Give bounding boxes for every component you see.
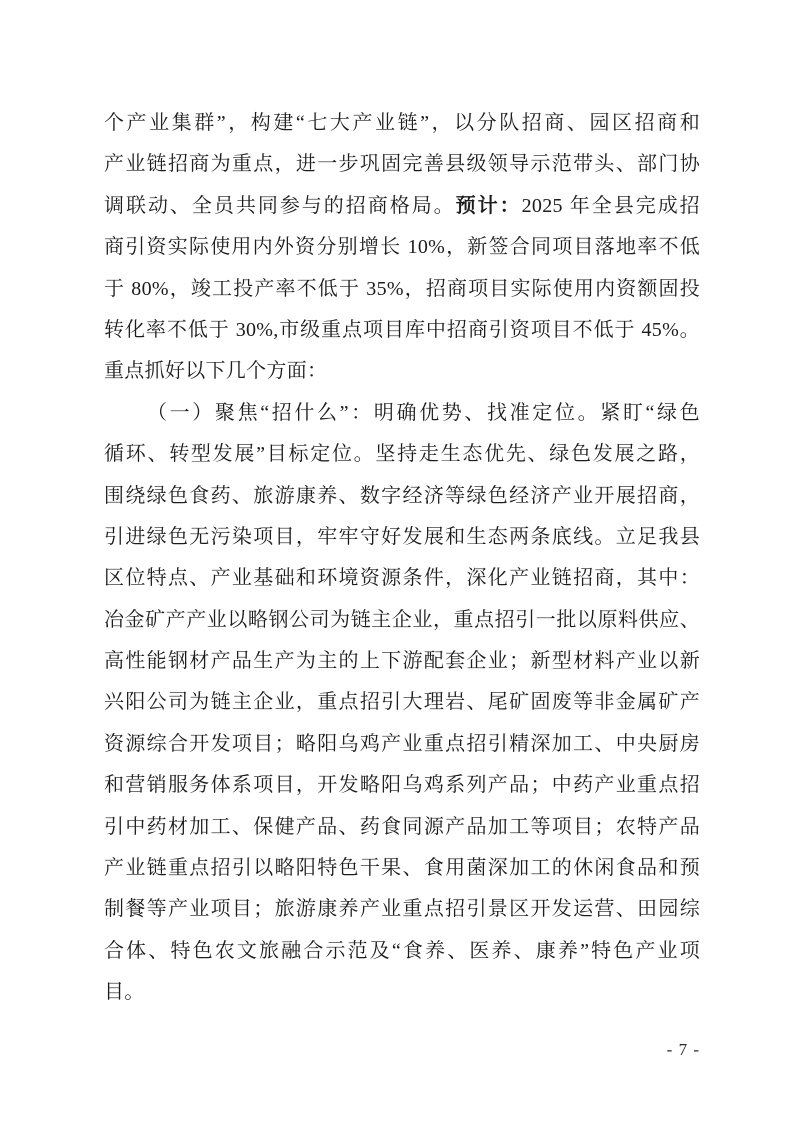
text-line xyxy=(104,269,700,310)
text-line xyxy=(104,848,700,889)
body-run: 2025 年全县完成招 xyxy=(521,194,700,217)
body-run: 转化率不低于 30%,市级重点项目库中招商引资项目不低于 45%。 xyxy=(104,318,700,341)
text-line xyxy=(104,641,700,682)
body-run: 冶金矿产产业以略钢公司为链主企业，重点招引一批以原料供应、 xyxy=(104,608,700,631)
body-run: 商引资实际使用内外资分别增长 10%，新签合同项目落地率不低 xyxy=(104,236,700,259)
body-run: 兴阳公司为链主企业，重点招引大理岩、尾矿固废等非金属矿产 xyxy=(104,691,700,714)
text-line xyxy=(104,393,700,434)
body-run: 产业链重点招引以略阳特色干果、食用菌深加工的休闲食品和预 xyxy=(104,857,700,880)
body-run: 调联动、全员共同参与的招商格局。 xyxy=(104,194,456,217)
body-run: 合体、特色农文旅融合示范及“食养、医养、康养”特色产业项 xyxy=(104,939,700,962)
text-line xyxy=(104,351,700,392)
text-line xyxy=(104,517,700,558)
body-run: 围绕绿色食药、旅游康养、数字经济等绿色经济产业开展招商， xyxy=(104,484,700,507)
page-number: - 7 - xyxy=(666,1040,700,1059)
body-run: 个产业集群”，构建“七大产业链”，以分队招商、园区招商和 xyxy=(104,112,700,134)
body-run: 高性能钢材产品生产为主的上下游配套企业；新型材料产业以新 xyxy=(104,650,700,673)
body-run: 产业链招商为重点，进一步巩固完善县级领导示范带头、部门协 xyxy=(104,153,700,176)
body-run: 目。 xyxy=(104,981,145,1004)
body-run: 引进绿色无污染项目，牢牢守好发展和生态两条底线。立足我县 xyxy=(104,525,700,548)
body-run: 制餐等产业项目；旅游康养产业重点招引景区开发运营、田园综 xyxy=(104,898,700,921)
text-line xyxy=(104,682,700,723)
body-text xyxy=(104,103,700,1014)
text-line xyxy=(104,103,700,144)
text-line xyxy=(104,889,700,930)
body-run: 紧盯“绿色 xyxy=(600,401,700,424)
text-line xyxy=(104,972,700,1013)
body-run: 资源综合开发项目；略阳乌鸡产业重点招引精深加工、中央厨房 xyxy=(104,732,700,755)
text-line xyxy=(104,765,700,806)
text-line xyxy=(104,310,700,351)
text-line xyxy=(104,931,700,972)
body-run: 循环、转型发展”目标定位。坚持走生态优先、绿色发展之路， xyxy=(104,443,700,466)
text-line xyxy=(104,434,700,475)
text-line xyxy=(104,186,700,227)
body-run: 引中药材加工、保健产品、药食同源产品加工等项目；农特产品 xyxy=(104,815,700,838)
text-line xyxy=(104,558,700,599)
body-run: 和营销服务体系项目，开发略阳乌鸡系列产品；中药产业重点招 xyxy=(104,774,700,797)
body-run: 区位特点、产业基础和环境资源条件，深化产业链招商，其中： xyxy=(104,567,700,590)
body-run: 于 80%，竣工投产率不低于 35%，招商项目实际使用内资额固投 xyxy=(104,277,700,300)
heading-run: （一）聚焦“招什么”：明确优势、找准定位。 xyxy=(147,401,601,424)
text-line xyxy=(104,227,700,268)
text-line xyxy=(104,144,700,185)
text-line xyxy=(104,724,700,765)
text-line xyxy=(104,600,700,641)
text-line xyxy=(104,807,700,848)
text-line xyxy=(104,476,700,517)
body-run: 重点抓好以下几个方面： xyxy=(104,360,328,383)
emphasis-run: 预计： xyxy=(455,194,522,217)
